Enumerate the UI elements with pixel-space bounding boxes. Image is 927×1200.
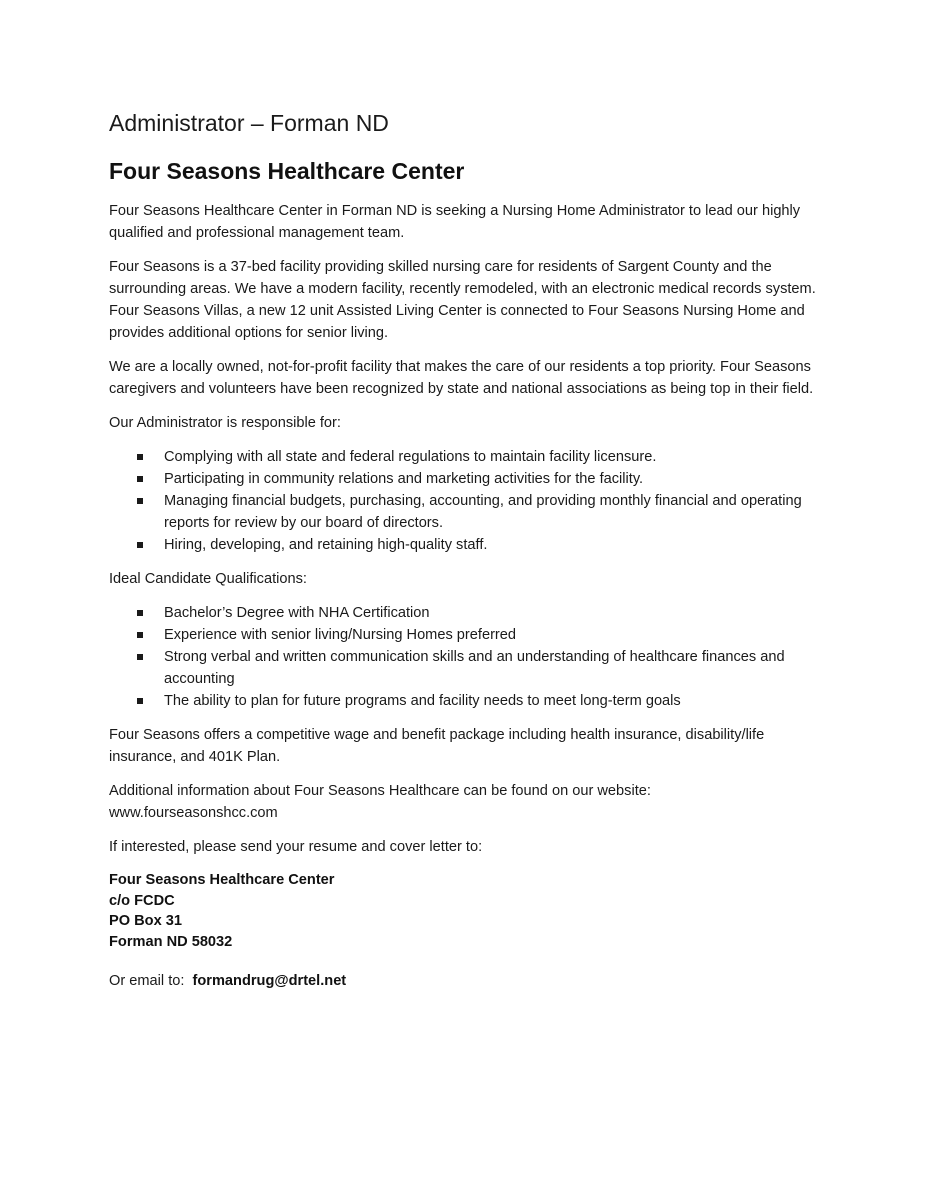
- square-bullet-icon: [137, 654, 143, 660]
- qualifications-list: [109, 602, 829, 712]
- email-line: [109, 970, 829, 992]
- email-label: Or email to:: [109, 973, 185, 989]
- square-bullet-icon: [137, 698, 143, 704]
- responsibilities-heading: Our Administrator is responsible for:: [109, 415, 341, 431]
- list-item-text: Complying with all state and federal regulations to maintain facility licensure.: [164, 449, 657, 465]
- address-line-4: Forman ND 58032: [109, 933, 233, 950]
- document-page: [109, 108, 829, 1004]
- ownership-paragraph: We are a locally owned, not-for-profit facility that makes the care of our residents a top priority. Four Seasons caregivers and volunteers have been recognized by state and national associations as being top in their field.: [109, 359, 814, 397]
- benefits-paragraph: Four Seasons offers a competitive wage and benefit package including health insurance, disability/life insurance, and 401K Plan.: [109, 727, 765, 765]
- qualifications-heading: Ideal Candidate Qualifications:: [109, 571, 307, 587]
- address-line-2: c/o FCDC: [109, 892, 175, 909]
- square-bullet-icon: [137, 454, 143, 460]
- list-item: [109, 446, 829, 468]
- list-item: [109, 624, 829, 646]
- list-item-text: The ability to plan for future programs and facility needs to meet long-term goals: [164, 693, 681, 709]
- list-item: [109, 690, 829, 712]
- facility-paragraph: Four Seasons is a 37-bed facility providing skilled nursing care for residents of Sargent County and the surrounding areas. We have a modern facility, recently remodeled, with an electronic medical records system. Four Seasons Villas, a new 12 unit Assisted Living Center is connected to Four Seasons Nursing Home and provides additional options for senior living.: [109, 259, 816, 341]
- list-item: [109, 646, 829, 690]
- list-item-text: Hiring, developing, and retaining high-quality staff.: [164, 537, 488, 553]
- list-item: [109, 602, 829, 624]
- square-bullet-icon: [137, 498, 143, 504]
- square-bullet-icon: [137, 610, 143, 616]
- list-item-text: Bachelor’s Degree with NHA Certification: [164, 605, 430, 621]
- website-paragraph: [109, 780, 829, 824]
- list-item-text: Participating in community relations and marketing activities for the facility.: [164, 471, 644, 487]
- list-item: [109, 490, 829, 534]
- square-bullet-icon: [137, 542, 143, 548]
- square-bullet-icon: [137, 476, 143, 482]
- list-item-text: Managing financial budgets, purchasing, accounting, and providing monthly financial and operating reports for review by our board of directors.: [164, 493, 802, 531]
- responsibilities-list: [109, 446, 829, 556]
- website-link[interactable]: www.fourseasonshcc.com: [109, 805, 278, 821]
- list-item: [109, 534, 829, 556]
- mailing-address: [109, 870, 829, 952]
- list-item-text: Experience with senior living/Nursing Homes preferred: [164, 627, 517, 643]
- apply-paragraph: If interested, please send your resume and cover letter to:: [109, 839, 483, 855]
- square-bullet-icon: [137, 632, 143, 638]
- list-item: [109, 468, 829, 490]
- email-link[interactable]: formandrug@drtel.net: [192, 973, 347, 989]
- address-line-3: PO Box 31: [109, 913, 182, 929]
- organization-name: Four Seasons Healthcare Center: [109, 158, 465, 184]
- list-item-text: Strong verbal and written communication skills and an understanding of healthcare finances and accounting: [164, 649, 785, 687]
- website-text: Additional information about Four Seasons Healthcare can be found on our website:: [109, 783, 651, 799]
- address-line-1: Four Seasons Healthcare Center: [109, 872, 335, 888]
- job-title: Administrator – Forman ND: [109, 110, 389, 136]
- intro-paragraph: Four Seasons Healthcare Center in Forman ND is seeking a Nursing Home Administrator to lead our highly qualified and professional management team.: [109, 203, 801, 241]
